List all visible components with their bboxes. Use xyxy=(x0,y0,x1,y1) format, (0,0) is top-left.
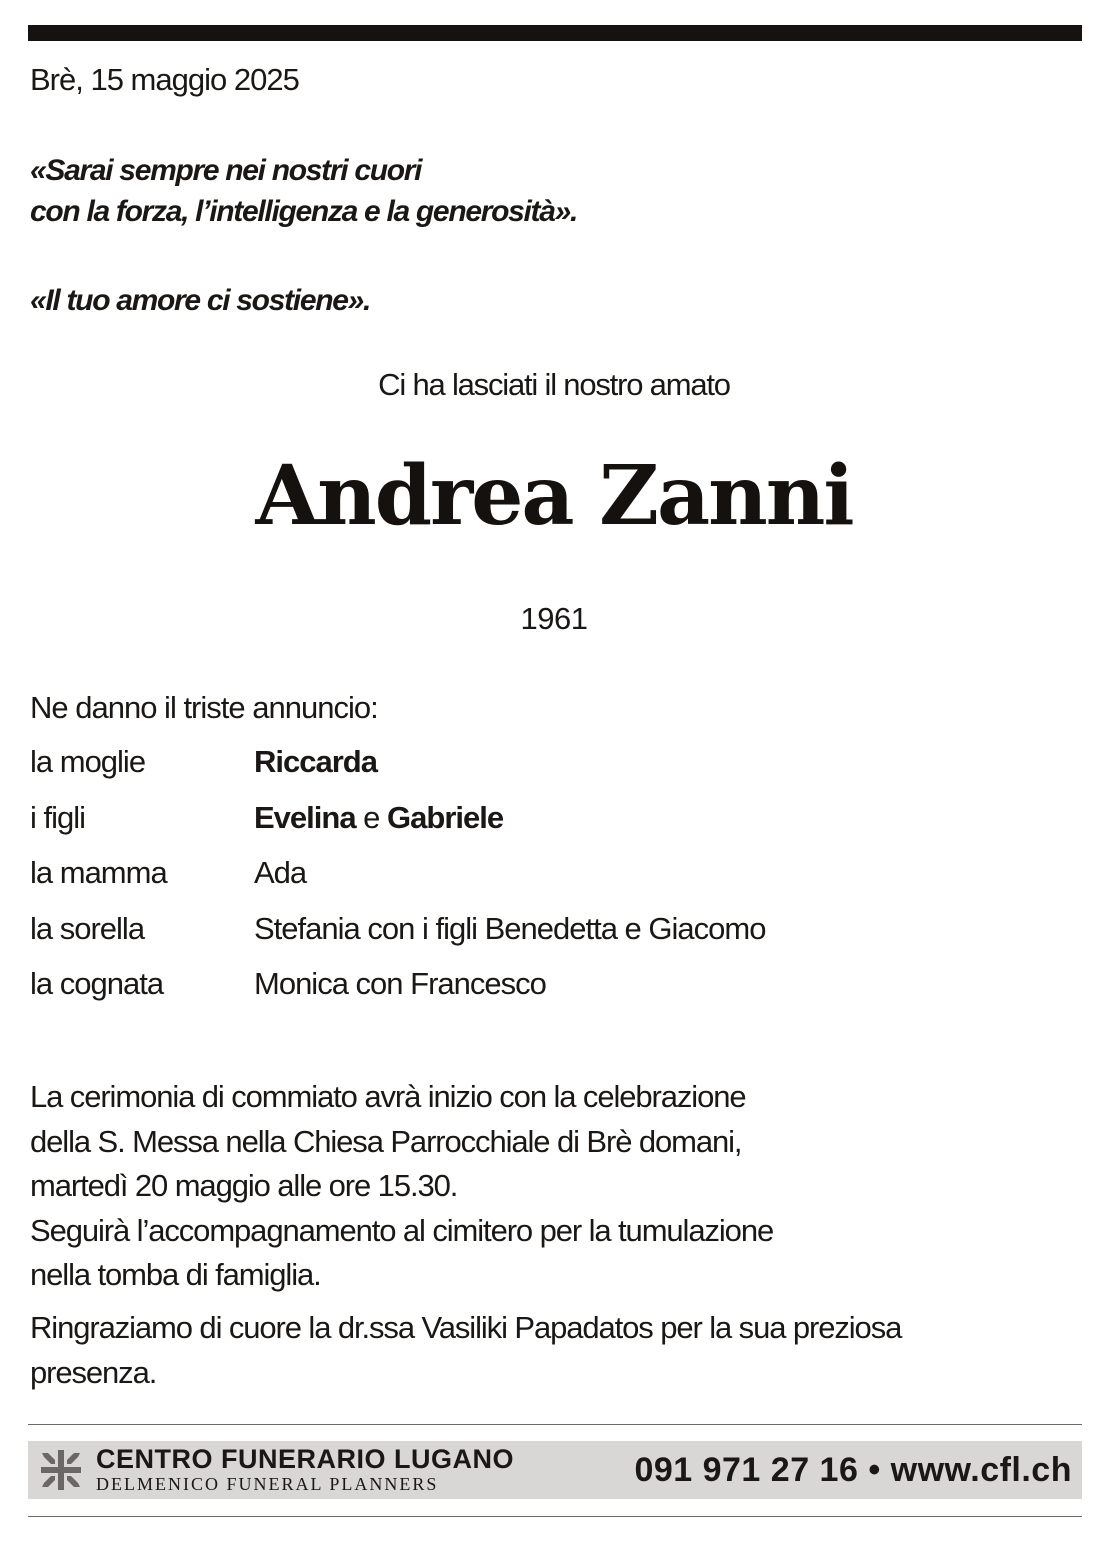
ceremony-line: martedì 20 maggio alle ore 15.30. xyxy=(30,1168,458,1203)
ceremony-paragraph xyxy=(30,1075,773,1298)
ceremony-line: Seguirà l’accompagnamento al cimitero per la tumulazione xyxy=(30,1212,774,1248)
intro-text: Ci ha lasciati il nostro amato xyxy=(378,367,730,402)
mourner-names: Monica con Francesco xyxy=(254,966,546,1001)
logo-horizontal-bar xyxy=(41,1467,81,1473)
mourner-names: Stefania con i figli Benedetta e Giacomo xyxy=(254,910,766,946)
footer-contact: 091 971 27 16 • www.cfl.ch xyxy=(634,1451,1072,1489)
mourner-conjunction: e xyxy=(355,799,388,835)
ceremony-line: nella tomba di famiglia. xyxy=(30,1257,321,1292)
mourner-names: Ada xyxy=(254,855,307,890)
mourner-names: Riccarda xyxy=(254,744,377,779)
logo-chevron-tl xyxy=(42,1453,55,1464)
thanks-line: Ringraziamo di cuore la dr.ssa Vasiliki Papadatos per la sua preziosa xyxy=(30,1310,902,1345)
quote-1-line-2: con la forza, l’intelligenza e la generosità». xyxy=(30,195,578,228)
thanks-paragraph xyxy=(30,1306,901,1395)
cross-arrows-logo-icon xyxy=(38,1447,84,1493)
mourner-relation: i figli xyxy=(30,799,86,835)
quote-block-2: «Il tuo amore ci sostiene». xyxy=(30,284,371,317)
ceremony-line: della S. Messa nella Chiesa Parrocchiale di Brè domani, xyxy=(30,1123,742,1159)
footer-bottom-divider xyxy=(28,1516,1082,1517)
logo-chevron-br xyxy=(67,1476,80,1487)
mourner-relation: la mamma xyxy=(30,855,167,890)
top-rule-bar xyxy=(28,25,1082,41)
birth-year: 1961 xyxy=(520,601,588,636)
logo-chevron-tr xyxy=(67,1453,80,1464)
announcement-heading: Ne danno il triste annuncio: xyxy=(30,690,378,725)
mourner-relation: la sorella xyxy=(30,910,145,946)
thanks-line: presenza. xyxy=(30,1354,157,1390)
mourner-relation: la moglie xyxy=(30,744,146,779)
mourner-relation: la cognata xyxy=(30,966,164,1001)
mourner-name-b: Gabriele xyxy=(387,799,504,835)
footer-org-subtitle: DELMENICO FUNERAL PLANNERS xyxy=(96,1474,439,1494)
footer-org-name: CENTRO FUNERARIO LUGANO xyxy=(96,1444,514,1474)
ceremony-line: La cerimonia di commiato avrà inizio con la celebrazione xyxy=(30,1079,746,1114)
quote-block-1 xyxy=(30,150,577,232)
deceased-name: Andrea Zanni xyxy=(255,448,853,544)
logo-chevron-bl xyxy=(42,1476,55,1487)
quote-1-line-1: «Sarai sempre nei nostri cuori xyxy=(30,154,422,187)
place-date: Brè, 15 maggio 2025 xyxy=(30,62,299,97)
mourner-name-a: Evelina xyxy=(254,799,356,835)
mourner-names xyxy=(254,800,503,836)
footer-top-divider xyxy=(28,1424,1082,1425)
